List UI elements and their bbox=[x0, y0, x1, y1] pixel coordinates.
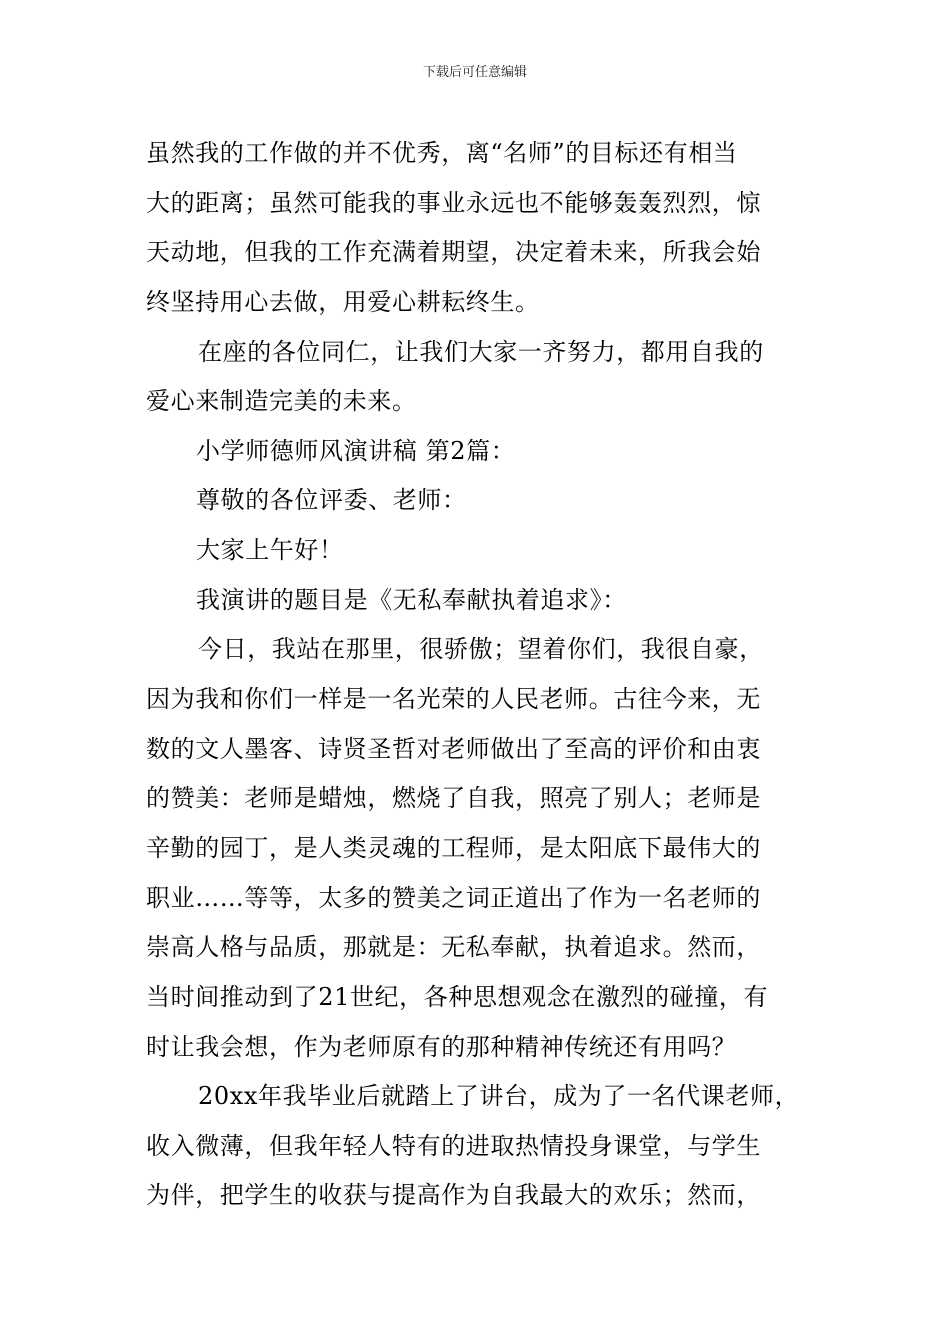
text-line: 为伴，把学生的收获与提高作为自我最大的欢乐；然而， bbox=[146, 1181, 761, 1210]
text-line: 收入微薄，但我年轻人特有的进取热情投身课堂，与学生 bbox=[146, 1131, 761, 1160]
text-line: 今日，我站在那里，很骄傲；望着你们，我很自豪， bbox=[198, 635, 764, 664]
text-line: 爱心来制造完美的未来。 bbox=[146, 387, 417, 416]
section-title: 小学师德师风演讲稿 第2篇： bbox=[196, 436, 516, 465]
speech-topic: 我演讲的题目是《无私奉献执着追求》： bbox=[196, 585, 627, 614]
document-body bbox=[146, 129, 810, 1221]
greeting: 大家上午好！ bbox=[196, 536, 344, 565]
text-line: 虽然我的工作做的并不优秀，离“名师”的目标还有相当 bbox=[146, 139, 738, 167]
salutation: 尊敬的各位评委、老师： bbox=[196, 486, 467, 515]
text-line: 崇高人格与品质，那就是：无私奉献，执着追求。然而， bbox=[146, 933, 761, 962]
text-line: 终坚持用心去做，用爱心耕耘终生。 bbox=[146, 287, 540, 316]
text-line: 天动地，但我的工作充满着期望，决定着未来，所我会始 bbox=[146, 238, 761, 267]
text-line: 辛勤的园丁，是人类灵魂的工程师，是太阳底下最伟大的 bbox=[146, 833, 761, 862]
text-line: 在座的各位同仁，让我们大家一齐努力，都用自我的 bbox=[198, 337, 764, 366]
text-line: 当时间推动到了21世纪，各种思想观念在激烈的碰撞，有 bbox=[146, 982, 769, 1011]
page-header: 下载后可任意编辑 bbox=[422, 65, 527, 80]
text-line: 数的文人墨客、诗贤圣哲对老师做出了至高的评价和由衷 bbox=[146, 734, 761, 763]
text-line: 大的距离；虽然可能我的事业永远也不能够轰轰烈烈，惊 bbox=[146, 188, 761, 217]
text-line: 时让我会想，作为老师原有的那种精神传统还有用吗？ bbox=[146, 1032, 737, 1061]
text-line: 的赞美：老师是蜡烛，燃烧了自我，照亮了别人；老师是 bbox=[146, 784, 761, 813]
text-line: 20xx年我毕业后就踏上了讲台，成为了一名代课老师， bbox=[198, 1082, 800, 1111]
text-line: 因为我和你们一样是一名光荣的人民老师。古往今来，无 bbox=[146, 685, 761, 714]
text-line: 职业……等等，太多的赞美之词正道出了作为一名老师的 bbox=[146, 883, 761, 912]
